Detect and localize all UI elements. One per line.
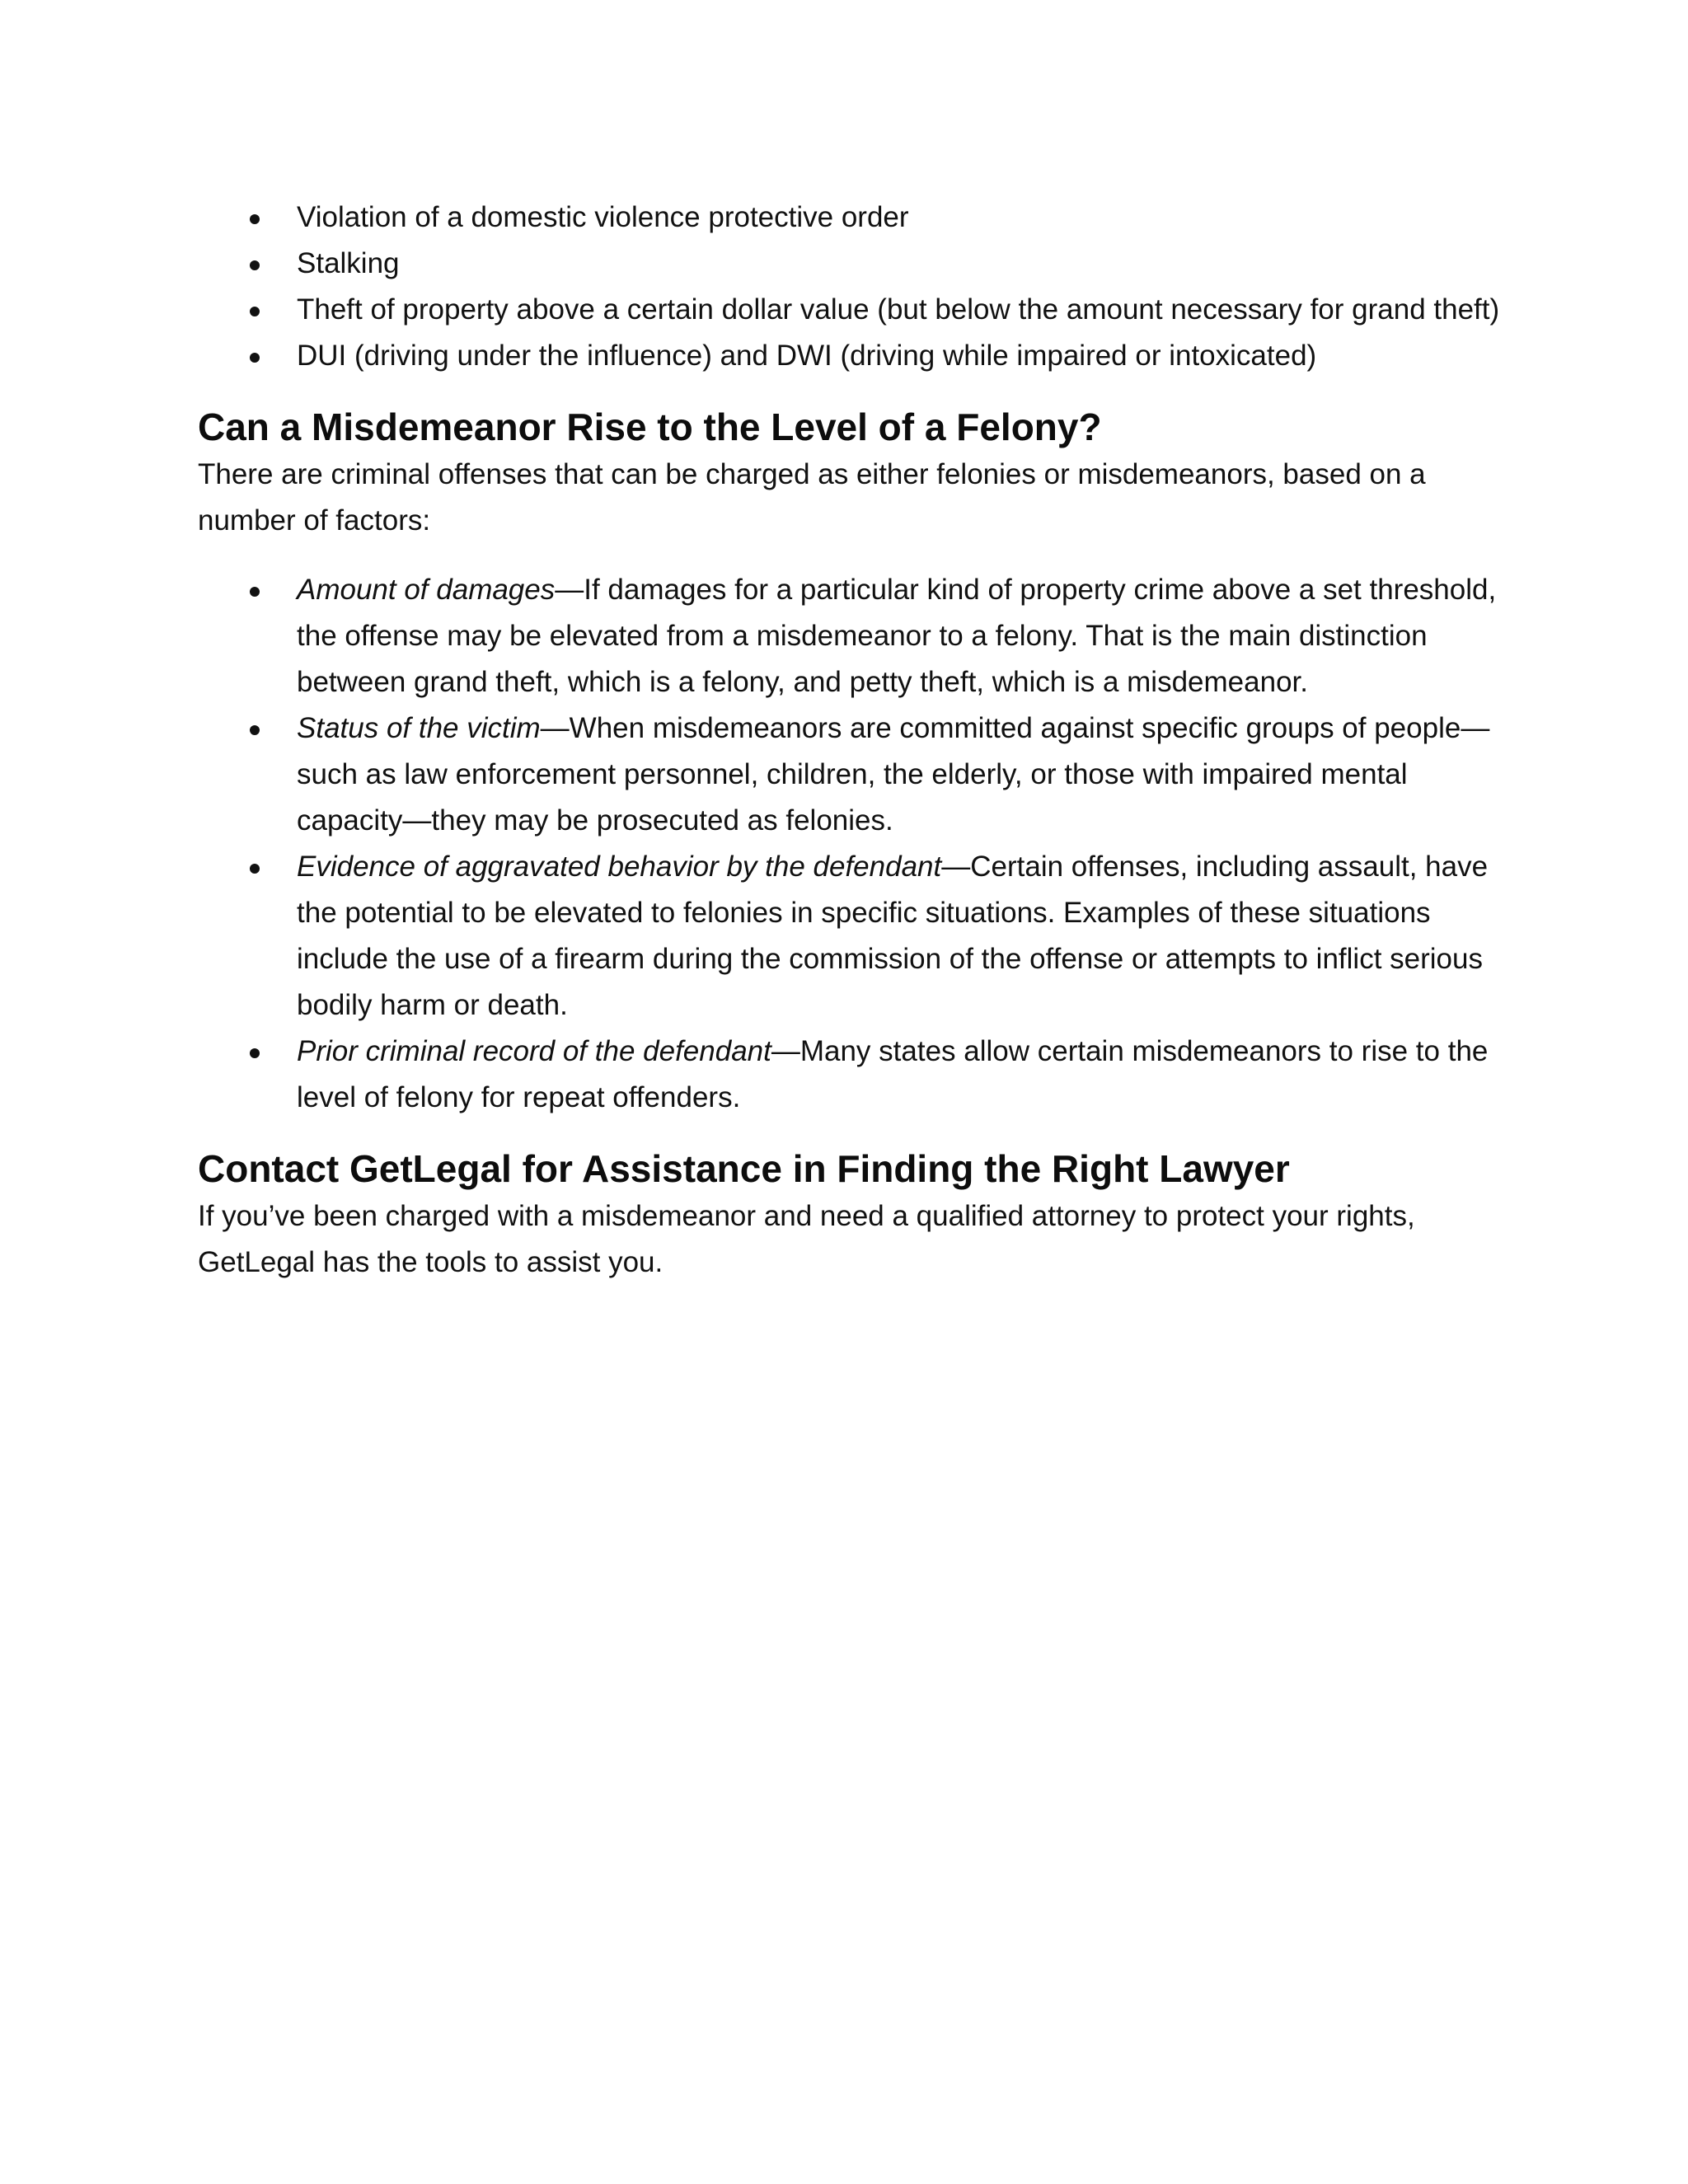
factor-text: —When misdemeanors are committed against specific groups of people—such as law enforcement personnel, children, the elderly, or those with impaired mental capacity—they may be prosecuted as felonies. [297,712,1490,837]
bullet-icon [250,725,260,735]
bullet-icon [250,260,260,270]
factor-term: Evidence of aggravated behavior by the defendant [297,851,942,883]
list-item [198,287,1500,333]
bullet-icon [250,1048,260,1058]
list-item [198,194,1500,241]
factor-text: —If damages for a particular kind of property crime above a set threshold, the offense may be elevated from a misdemeanor to a felony. That is the main distinction between grand theft, which is a felony, and petty theft, which is a misdemeanor. [297,574,1497,698]
list-item [198,844,1500,1029]
section-heading-contact: Contact GetLegal for Assistance in Finding the Right Lawyer [198,1147,1290,1190]
bullet-icon [250,214,260,224]
bullet-icon [250,587,260,597]
list-item-text: DUI (driving under the influence) and DWI (driving while impaired or intoxicated) [297,340,1317,372]
list-item [198,1029,1500,1121]
section-heading-misdemeanor-felony: Can a Misdemeanor Rise to the Level of a Felony? [198,405,1102,448]
bullet-icon [250,353,260,363]
section-paragraph: There are criminal offenses that can be charged as either felonies or misdemeanors, based on a number of factors: [198,458,1426,537]
document-page [198,194,1500,1286]
factor-term: Amount of damages [297,574,556,606]
bullet-icon [250,864,260,874]
list-item-text: Stalking [297,247,400,279]
list-item [198,241,1500,287]
factor-term: Prior criminal record of the defendant [297,1035,771,1067]
list-item [198,705,1500,844]
factor-text: —Many states allow certain misdemeanors to rise to the level of felony for repeat offenders. [297,1035,1489,1113]
list-item-text: Violation of a domestic violence protective order [297,201,909,233]
contact-paragraph: If you’ve been charged with a misdemeanor and need a qualified attorney to protect your rights, GetLegal has the tools to assist you. [198,1200,1415,1278]
list-item [198,333,1500,379]
factors-list [198,567,1500,1121]
factor-term: Status of the victim [297,712,541,744]
list-item-text: Theft of property above a certain dollar value (but below the amount necessary for grand theft) [297,293,1500,326]
factor-text: —Certain offenses, including assault, have the potential to be elevated to felonies in specific situations. Examples of these situations include the use of a firearm during the commission of the offense or attempts to inflict serious bodily harm or death. [297,851,1489,1021]
offense-list [198,194,1500,379]
list-item [198,567,1500,705]
bullet-icon [250,307,260,316]
